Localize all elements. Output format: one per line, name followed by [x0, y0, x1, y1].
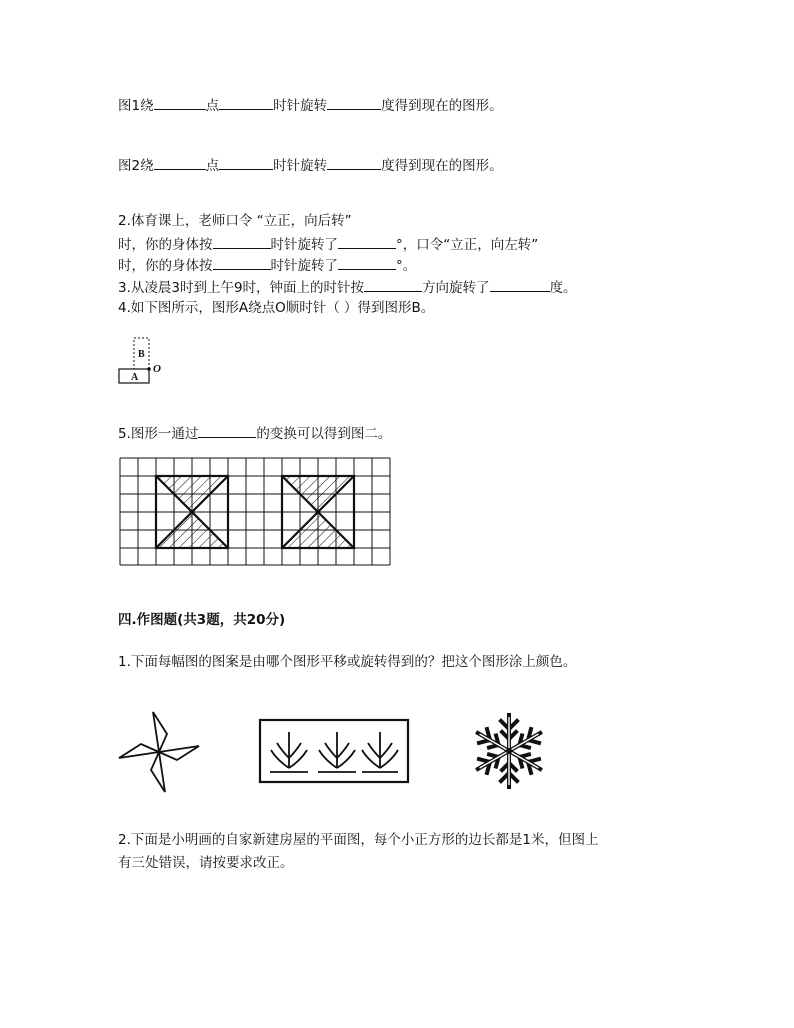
- answer-blank[interactable]: [198, 423, 256, 438]
- q4-line: 4.如下图所示，图形A绕点O顺时针（ ）得到图形B。: [118, 300, 435, 316]
- s4-q2-line1: 2.下面是小明画的自家新建房屋的平面图，每个小正方形的边长都是1米，但图上: [118, 832, 599, 848]
- answer-blank[interactable]: [154, 155, 206, 170]
- answer-blank[interactable]: [219, 155, 273, 170]
- label-b: B: [138, 349, 145, 360]
- s4-q2-line2: 有三处错误，请按要求改正。: [118, 855, 294, 871]
- answer-blank[interactable]: [213, 234, 271, 249]
- pinwheel-icon: [117, 710, 201, 794]
- answer-blank[interactable]: [213, 255, 271, 270]
- rotation-figure: [114, 334, 174, 384]
- point-o: [147, 367, 151, 371]
- q2-line2: 时，你的身体按 时针旋转了 °，口令“立正，向左转”: [118, 234, 538, 254]
- q2-line3: 时，你的身体按 时针旋转了 °。: [118, 255, 416, 275]
- answer-blank[interactable]: [338, 255, 396, 270]
- q3-line: 3.从凌晨3时到上午9时，钟面上的时针按 方向旋转了 度。: [118, 277, 577, 297]
- q5-line: 5.图形一通过 的变换可以得到图二。: [118, 423, 391, 443]
- section-heading: 四.作图题(共3题，共20分): [118, 612, 286, 628]
- sprout-icon: [258, 718, 410, 784]
- grid-figure: [120, 458, 392, 566]
- label-a: A: [131, 372, 139, 383]
- q1-fig1-line: 图1绕 点 时针旋转 度得到现在的图形。: [118, 95, 503, 115]
- q2-line1: 2.体育课上，老师口令 “立正，向后转”: [118, 213, 352, 229]
- label-o: O: [153, 363, 161, 375]
- q1-fig2-line: 图2绕 点 时针旋转 度得到现在的图形。: [118, 155, 503, 175]
- answer-blank[interactable]: [154, 95, 206, 110]
- answer-blank[interactable]: [219, 95, 273, 110]
- snowflake-icon: [467, 709, 551, 793]
- answer-blank[interactable]: [490, 277, 550, 292]
- answer-blank[interactable]: [338, 234, 396, 249]
- answer-blank[interactable]: [327, 155, 381, 170]
- s4-q1: 1.下面每幅图的图案是由哪个图形平移或旋转得到的？把这个图形涂上颜色。: [118, 654, 577, 670]
- answer-blank[interactable]: [327, 95, 381, 110]
- answer-blank[interactable]: [364, 277, 422, 292]
